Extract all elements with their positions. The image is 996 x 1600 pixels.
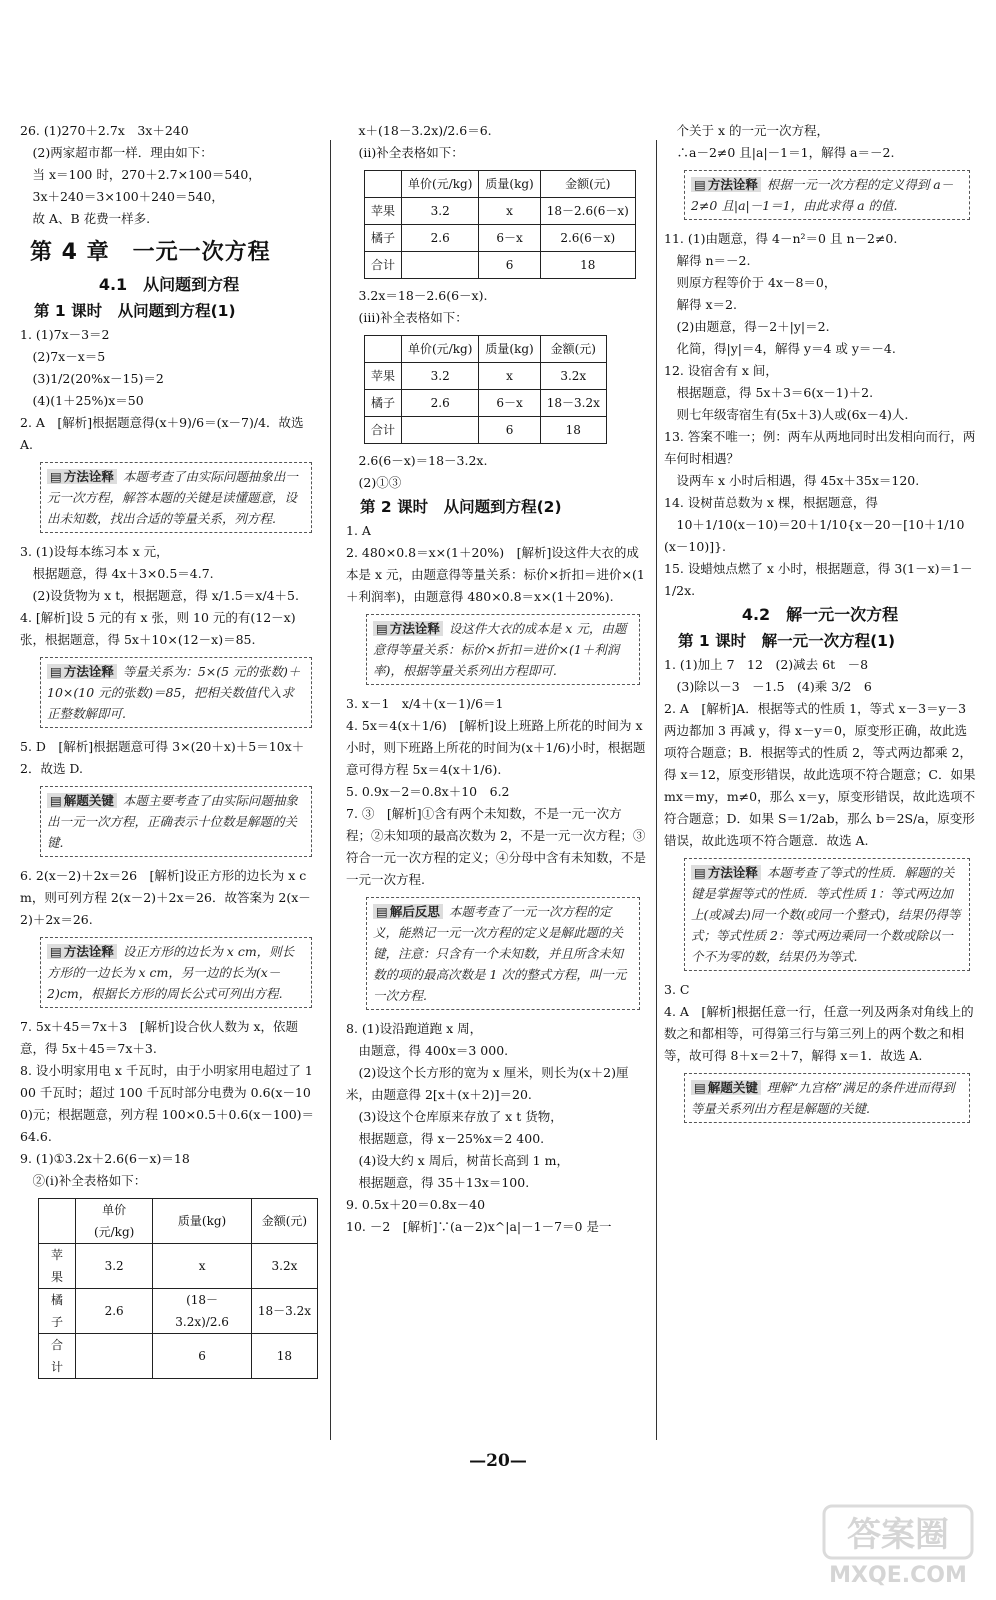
text-line: (2)由题意，得－2＋|y|＝2.	[664, 319, 830, 334]
answer-table	[364, 335, 607, 444]
text-line: 故 A、B 花费一样多.	[20, 211, 151, 226]
note-tag: ▤ 方法诠释	[47, 664, 117, 679]
table-cell: 18－3.2x	[251, 1289, 317, 1334]
table-cell: 单价(元/kg)	[75, 1199, 152, 1244]
text-line: 13. 答案不唯一；例：两车从两地同时出发相向而行，两车何时相遇？	[664, 429, 976, 466]
lesson-title: 第 2 课时 从问题到方程(2)	[360, 498, 562, 516]
answer-table	[38, 1198, 318, 1379]
table-cell: 2.6	[402, 390, 479, 417]
column-left	[20, 120, 318, 1385]
table-cell: 橘子	[365, 225, 402, 252]
text-line: 1. A	[346, 523, 371, 538]
text-line: (3)除以－3 －1.5 (4)乘 3/2 6	[664, 679, 872, 694]
text-line: (2)①③	[346, 475, 402, 490]
table-cell: 3.2x	[251, 1244, 317, 1289]
note-tag: ▤ 方法诠释	[691, 865, 761, 880]
table-row	[39, 1199, 318, 1244]
note-text: 设这件大衣的成本是 x 元，由题意得等量关系：标价×折扣＝进价×(1＋利润率)，根据等量关系列出方程即可.	[373, 621, 627, 678]
table-cell: 6	[479, 417, 540, 444]
note-tag: ▤ 方法诠释	[373, 621, 443, 636]
text-line: (3)1/2(20%x－15)＝2	[20, 371, 164, 386]
text-line: 11. (1)由题意，得 4－n²＝0 且 n－2≠0.	[664, 231, 898, 246]
table-cell: 3.2x	[540, 363, 606, 390]
text-line: ②(ⅰ)补全表格如下：	[20, 1173, 147, 1188]
text-line: 2. 480×0.8＝x×(1＋20%) [解析]设这件大衣的成本是 x 元，由题意得等量关系：标价×折扣＝进价×(1＋利润率)，由题意得 480×0.8＝x×(1＋20%).	[346, 545, 645, 604]
table-row	[365, 171, 636, 198]
table-row	[365, 336, 607, 363]
text-line: 3. C	[664, 982, 690, 997]
table-cell: 金额(元)	[540, 336, 606, 363]
note-tag: ▤ 解题关键	[691, 1080, 761, 1095]
table-cell: 合计	[365, 252, 402, 279]
table-cell: 2.6	[402, 225, 479, 252]
note-tag: ▤ 方法诠释	[691, 177, 761, 192]
table-row	[365, 363, 607, 390]
text-line: 14. 设树苗总数为 x 棵，根据题意，得	[664, 495, 878, 510]
watermark-logo	[818, 1500, 978, 1590]
note-box	[40, 462, 312, 533]
table-cell: 质量(kg)	[479, 171, 540, 198]
text-line: 8. 设小明家用电 x 千瓦时，由于小明家用电超过了 100 千瓦时；超过 100 千瓦时部分电费为 0.6(x－100)元；根据题意，列方程 100×0.5＋0.6(x－100)＝64.6.	[20, 1063, 315, 1144]
note-box	[366, 897, 640, 1010]
table-cell	[365, 336, 402, 363]
text-line: 26. (1)270＋2.7x 3x＋240	[20, 123, 189, 138]
note-box	[684, 1073, 970, 1123]
text-line: (ⅱ)补全表格如下：	[346, 145, 464, 160]
text-line: (2)7x－x＝5	[20, 349, 106, 364]
column-divider	[330, 140, 331, 1440]
text-line: 5. 0.9x－2＝0.8x＋10 6.2	[346, 784, 510, 799]
note-tag: ▤ 解后反思	[373, 904, 443, 919]
table-row	[365, 252, 636, 279]
text-line: (4)设大约 x 周后，树苗长高到 1 m，	[346, 1153, 569, 1168]
text-line: 根据题意，得 5x＋3＝6(x－1)＋2.	[664, 385, 874, 400]
text-line: 4. A [解析]根据任意一行，任意一列及两条对角线上的数之和都相等，可得第三行与第三列上的两个数之和相等，故可得 8＋x＝2＋7，解得 x＝1．故选 A.	[664, 1004, 974, 1063]
table-cell: 质量(kg)	[153, 1199, 252, 1244]
section-title: 4.1 从问题到方程	[98, 275, 240, 294]
text-line: 根据题意，得 4x＋3×0.5＝4.7.	[20, 566, 214, 581]
section-title: 4.2 解一元一次方程	[741, 605, 899, 624]
text-line: 根据题意，得 x－25%x＝2 400.	[346, 1131, 545, 1146]
text-line: 8. (1)设沿跑道跑 x 周，	[346, 1021, 483, 1036]
text-line: 解得 x＝2.	[664, 297, 737, 312]
table-cell: 18－2.6(6－x)	[540, 198, 635, 225]
table-cell: x	[479, 198, 540, 225]
table-cell	[402, 252, 479, 279]
text-line: (2)两家超市都一样．理由如下：	[20, 145, 213, 160]
text-line: 设两车 x 小时后相遇，得 45x＋35x＝120.	[664, 473, 920, 488]
table-cell: 金额(元)	[251, 1199, 317, 1244]
chapter-title: 第 4 章 一元一次方程	[30, 240, 271, 265]
text-line: 个关于 x 的一元一次方程，	[664, 123, 829, 138]
lesson-title: 第 1 课时 从问题到方程(1)	[34, 302, 236, 320]
text-line: 根据题意，得 35＋13x＝100.	[346, 1175, 530, 1190]
text-line: 2. A [解析]根据题意得(x＋9)/6＝(x－7)/4．故选 A.	[20, 415, 308, 452]
table-cell	[402, 417, 479, 444]
note-tag: ▤ 方法诠释	[47, 944, 117, 959]
text-line: 3x＋240＝3×100＋240＝540，	[20, 189, 224, 204]
table-cell: 单价(元/kg)	[402, 336, 479, 363]
note-box	[40, 786, 312, 857]
table-row	[365, 225, 636, 252]
text-line: ∴a－2≠0 且|a|－1＝1，解得 a＝－2.	[664, 145, 895, 160]
text-line: 15. 设蜡烛点燃了 x 小时，根据题意，得 3(1－x)＝1－1/2x.	[664, 561, 973, 598]
text-line: (4)(1＋25%)x＝50	[20, 393, 144, 408]
table-cell	[75, 1334, 152, 1379]
text-line: 4. [解析]设 5 元的有 x 张，则 10 元的有(12－x)张，根据题意，得 5x＋10×(12－x)＝85.	[20, 610, 296, 647]
text-line: 化简，得|y|＝4，解得 y＝4 或 y＝－4.	[664, 341, 896, 356]
table-cell: (18－3.2x)/2.6	[153, 1289, 252, 1334]
text-line: x＋(18－3.2x)/2.6＝6.	[346, 123, 492, 138]
watermark-text: 答案圈	[847, 1515, 949, 1555]
table-cell: 橘子	[39, 1289, 76, 1334]
text-line: (ⅲ)补全表格如下：	[346, 310, 468, 325]
table-cell: 3.2	[402, 198, 479, 225]
table-cell: 质量(kg)	[479, 336, 540, 363]
note-text: 本题考查了等式的性质．解题的关键是掌握等式的性质．等式性质 1：等式两边加上(或减去)同一个数(或同一个整式)，结果仍得等式；等式性质 2：等式两边乘同一个数或除以一个不为零的数，结果仍为等式.	[691, 865, 961, 964]
lesson-title: 第 1 课时 解一元一次方程(1)	[678, 632, 896, 650]
table-cell: 18	[540, 252, 635, 279]
table-cell: 2.6(6－x)	[540, 225, 635, 252]
text-line: 由题意，得 400x＝3 000.	[346, 1043, 509, 1058]
note-box	[366, 614, 640, 685]
text-line: 当 x＝100 时，270＋2.7×100＝540，	[20, 167, 261, 182]
table-cell: 金额(元)	[540, 171, 635, 198]
text-line: 1. (1)7x－3＝2	[20, 327, 110, 342]
text-line: 则七年级寄宿生有(5x＋3)人或(6x－4)人.	[664, 407, 909, 422]
note-box	[40, 657, 312, 728]
table-row	[39, 1334, 318, 1379]
text-line: 6. 2(x－2)＋2x＝26 [解析]设正方形的边长为 x cm，则可列方程 2(x－2)＋2x＝26．故答案为 2(x－2)＋2x＝26.	[20, 868, 311, 927]
column-middle	[346, 120, 646, 1238]
table-cell: 6	[479, 252, 540, 279]
text-line: 12. 设宿舍有 x 间，	[664, 363, 778, 378]
table-cell: x	[153, 1244, 252, 1289]
column-divider	[656, 140, 657, 1440]
text-line: 5. D [解析]根据题意可得 3×(20＋x)＋5＝10x＋2．故选 D.	[20, 739, 305, 776]
note-box	[684, 858, 970, 971]
table-cell: 18	[540, 417, 606, 444]
text-line: (3)设这个仓库原来存放了 x t 货物，	[346, 1109, 563, 1124]
table-cell: 6	[153, 1334, 252, 1379]
note-box	[684, 170, 970, 220]
text-line: 则原方程等价于 4x－8＝0，	[664, 275, 837, 290]
text-line: 2.6(6－x)＝18－3.2x.	[346, 453, 488, 468]
table-cell: 橘子	[365, 390, 402, 417]
text-line: 解得 n＝－2.	[664, 253, 751, 268]
table-row	[365, 417, 607, 444]
table-cell: 6－x	[479, 225, 540, 252]
text-line: 3. x－1 x/4＋(x－1)/6＝1	[346, 696, 504, 711]
page-number: —20—	[469, 1451, 527, 1471]
table-cell: 合计	[365, 417, 402, 444]
table-cell: 苹果	[365, 363, 402, 390]
text-line: 7. ③ [解析]①含有两个未知数，不是一元一次方程；②未知项的最高次数为 2，不是一元一次方程；③符合一元一次方程的定义；④分母中含有未知数，不是一元一次方程.	[346, 806, 647, 887]
text-line: 7. 5x＋45＝7x＋3 [解析]设合伙人数为 x，依题意，得 5x＋45＝7x＋3.	[20, 1019, 299, 1056]
table-cell: 2.6	[75, 1289, 152, 1334]
table-row	[365, 390, 607, 417]
text-line: 4. 5x＝4(x＋1/6) [解析]设上班路上所花的时间为 x 小时，则下班路上所花的时间为(x＋1/6)小时，根据题意可得方程 5x＝4(x＋1/6).	[346, 718, 647, 777]
note-text: 本题考查了一元一次方程的定义，能熟记一元一次方程的定义是解此题的关键，注意：只含有一个未知数，并且所含未知数的项的最高次数是 1 次的整式方程，叫一元一次方程.	[373, 904, 627, 1003]
table-cell: 单价(元/kg)	[402, 171, 479, 198]
text-line: 3.2x＝18－2.6(6－x).	[346, 288, 488, 303]
table-cell: 3.2	[75, 1244, 152, 1289]
text-line: 2. A [解析]A．根据等式的性质 1，等式 x－3＝y－3 两边都加 3 再减 y，得 x－y＝0，原变形正确，故此选项符合题意；B．根据等式的性质 2，等式两边都乘 2，得 x＝12，原变形错误，故此选项不符合题意；C．如果 mx＝my，m≠0，那么 x＝y，原变形错误，故此选项不符合题意；D．如果 S＝1/2ab，那么 b＝2S/a，原变形错误，故此选项不符合题意．故选 A.	[664, 701, 980, 848]
text-line: 1. (1)加上 7 12 (2)减去 6t －8	[664, 657, 869, 672]
note-tag: ▤ 方法诠释	[47, 469, 117, 484]
note-text: 等量关系为：5×(5 元的张数)＋10×(10 元的张数)＝85，把相关数值代入求正整数解即可.	[47, 664, 301, 721]
note-text: 本题主要考查了由实际问题抽象出一元一次方程，正确表示十位数是解题的关键.	[47, 793, 298, 850]
note-text: 根据一元一次方程的定义得到 a－2≠0 且|a|－1＝1，由此求得 a 的值.	[691, 177, 954, 213]
table-cell: x	[479, 363, 540, 390]
column-right	[664, 120, 980, 1131]
text-line: 9. (1)①3.2x＋2.6(6－x)＝18	[20, 1151, 190, 1166]
text-line: (2)设货物为 x t，根据题意，得 x/1.5＝x/4＋5.	[20, 588, 299, 603]
text-line: 10. －2 [解析]∵(a－2)x^|a|－1－7＝0 是一	[346, 1219, 612, 1234]
table-cell: 18	[251, 1334, 317, 1379]
table-cell: 合计	[39, 1334, 76, 1379]
table-cell	[39, 1199, 76, 1244]
note-text: 设正方形的边长为 x cm，则长方形的一边长为 x cm，另一边的长为(x－2)cm，根据长方形的周长公式可列出方程.	[47, 944, 295, 1001]
note-box	[40, 937, 312, 1008]
answer-table	[364, 170, 636, 279]
table-cell: 苹果	[39, 1244, 76, 1289]
text-line: (2)设这个长方形的宽为 x 厘米，则长为(x＋2)厘米，由题意得 2[x＋(x＋2)]＝20.	[346, 1065, 629, 1102]
table-row	[365, 198, 636, 225]
table-row	[39, 1244, 318, 1289]
note-tag: ▤ 解题关键	[47, 793, 117, 808]
table-row	[39, 1289, 318, 1334]
note-text: 本题考查了由实际问题抽象出一元一次方程，解答本题的关键是读懂题意，设出未知数，找出合适的等量关系，列方程.	[47, 469, 298, 526]
watermark-sub: MXQE.COM	[829, 1563, 967, 1588]
note-text: 理解“九宫格”满足的条件进而得到等量关系列出方程是解题的关键.	[691, 1080, 955, 1116]
text-line: 9. 0.5x＋20＝0.8x－40	[346, 1197, 486, 1212]
table-cell	[365, 171, 402, 198]
table-cell: 3.2	[402, 363, 479, 390]
text-line: 10＋1/10(x－10)＝20＋1/10{x－20－[10＋1/10(x－10)]}.	[664, 517, 965, 554]
text-line: 3. (1)设每本练习本 x 元，	[20, 544, 169, 559]
table-cell: 苹果	[365, 198, 402, 225]
table-cell: 6－x	[479, 390, 540, 417]
table-cell: 18－3.2x	[540, 390, 606, 417]
